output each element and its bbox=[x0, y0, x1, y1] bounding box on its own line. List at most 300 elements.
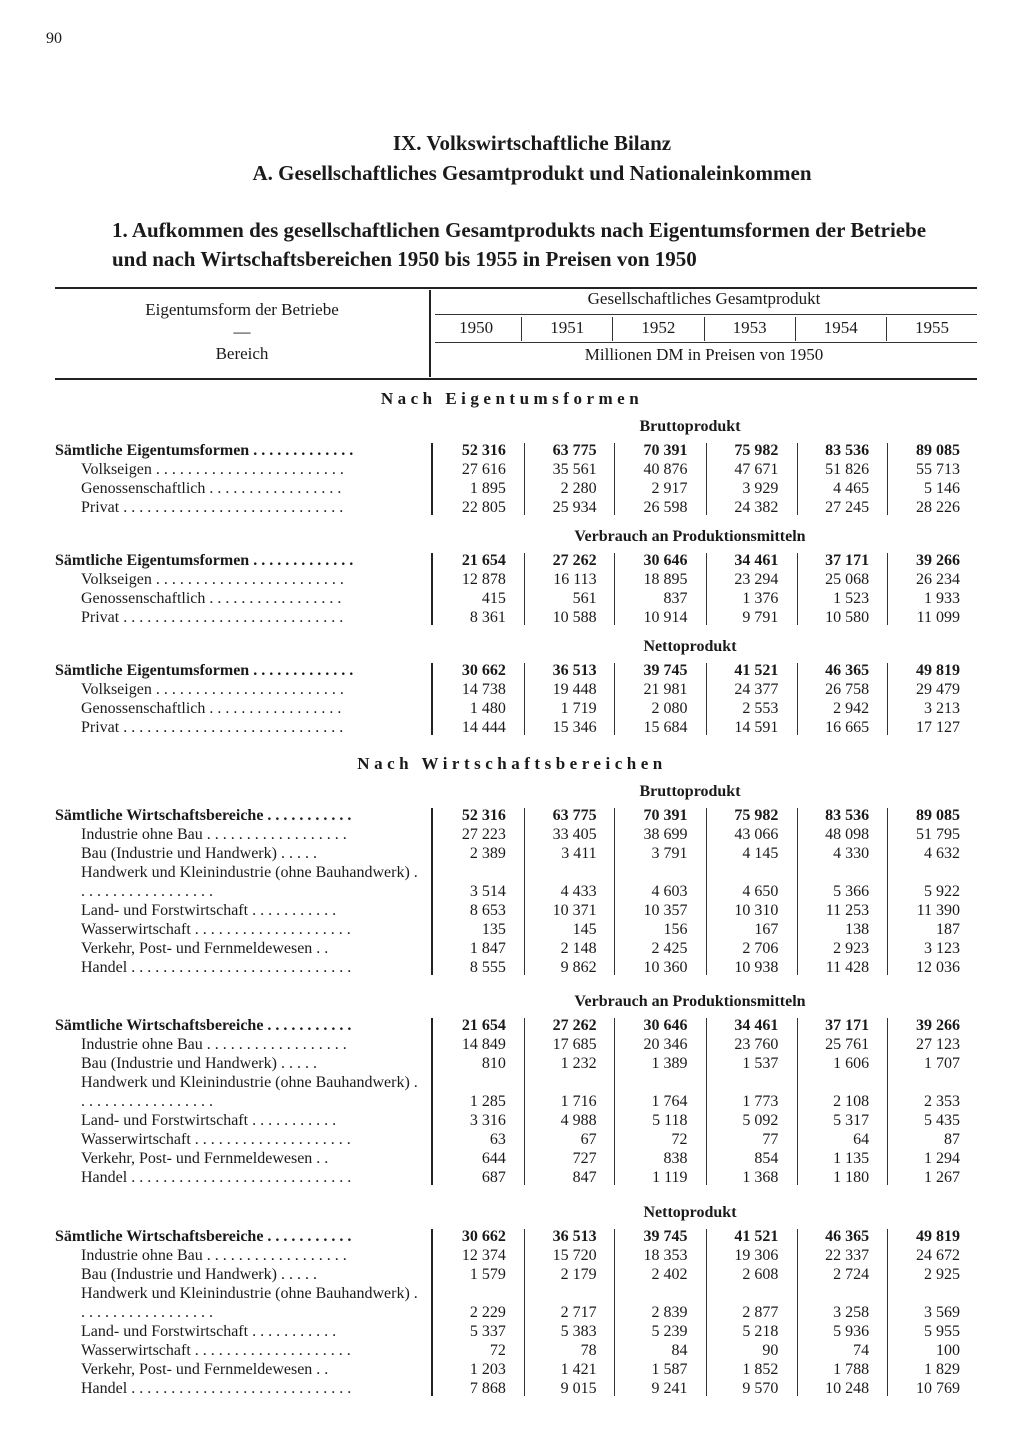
value-cell: 1 716 bbox=[560, 1093, 597, 1110]
row-values bbox=[431, 1016, 976, 1035]
value-cell: 1 119 bbox=[652, 1169, 688, 1186]
table-row bbox=[55, 498, 985, 517]
value-cell: 70 391 bbox=[643, 442, 688, 459]
row-values bbox=[431, 939, 976, 958]
value-cell: 24 377 bbox=[734, 681, 779, 698]
value-cell: 12 878 bbox=[461, 571, 506, 588]
row-label: Genossenschaftlich . . . . . . . . . . . . . . . . . bbox=[81, 590, 342, 607]
value-cell: 63 775 bbox=[552, 442, 597, 459]
value-cell: 37 171 bbox=[825, 552, 870, 569]
value-cell: 1 579 bbox=[469, 1266, 506, 1283]
value-cell: 28 226 bbox=[915, 499, 960, 516]
value-cell: 10 371 bbox=[552, 902, 597, 919]
value-cell: 39 266 bbox=[915, 1017, 960, 1034]
column-divider bbox=[524, 1018, 525, 1185]
row-label: Land- und Forstwirtschaft . . . . . . . . . . . bbox=[81, 902, 337, 919]
value-cell: 14 738 bbox=[461, 681, 506, 698]
value-cell: 26 758 bbox=[825, 681, 870, 698]
table-row bbox=[55, 608, 985, 627]
row-label: Verkehr, Post- und Fernmeldewesen . . bbox=[81, 1150, 329, 1167]
value-cell: 15 720 bbox=[552, 1247, 597, 1264]
total-row bbox=[55, 441, 985, 460]
column-divider bbox=[706, 443, 707, 515]
column-divider bbox=[797, 443, 798, 515]
value-cell: 1 829 bbox=[923, 1361, 960, 1378]
value-cell: 4 433 bbox=[560, 883, 597, 900]
value-cell: 52 316 bbox=[461, 807, 506, 824]
value-cell: 27 262 bbox=[552, 552, 597, 569]
value-cell: 26 598 bbox=[643, 499, 688, 516]
value-cell: 29 479 bbox=[915, 681, 960, 698]
table-row bbox=[55, 589, 985, 608]
row-label: Sämtliche Wirtschaftsbereiche . . . . . . . . . . . bbox=[55, 1228, 352, 1245]
value-cell: 3 929 bbox=[742, 480, 779, 497]
value-cell: 11 253 bbox=[825, 902, 870, 919]
value-cell: 46 365 bbox=[825, 1228, 870, 1245]
value-cell: 1 232 bbox=[560, 1055, 597, 1072]
value-cell: 1 523 bbox=[833, 590, 870, 607]
value-cell: 19 448 bbox=[552, 681, 597, 698]
value-cell: 10 588 bbox=[552, 609, 597, 626]
table-row bbox=[55, 1379, 985, 1398]
value-cell: 1 852 bbox=[742, 1361, 779, 1378]
value-cell: 19 306 bbox=[734, 1247, 779, 1264]
row-values bbox=[431, 661, 976, 680]
row-label: Land- und Forstwirtschaft . . . . . . . . . . . bbox=[81, 1112, 337, 1129]
value-cell: 12 374 bbox=[461, 1247, 506, 1264]
table-row bbox=[55, 1054, 985, 1073]
value-cell: 23 760 bbox=[734, 1036, 779, 1053]
table-row bbox=[55, 1360, 985, 1379]
value-cell: 3 411 bbox=[561, 845, 597, 862]
value-cell: 2 229 bbox=[469, 1304, 506, 1321]
value-cell: 39 745 bbox=[643, 1228, 688, 1245]
table-row bbox=[55, 939, 985, 958]
stub-line-2: Bereich bbox=[215, 344, 269, 363]
table-row bbox=[55, 1341, 985, 1360]
value-cell: 3 258 bbox=[833, 1304, 870, 1321]
value-cell: 5 218 bbox=[742, 1323, 779, 1340]
value-cell: 2 917 bbox=[651, 480, 688, 497]
value-cell: 3 791 bbox=[651, 845, 688, 862]
row-values bbox=[431, 825, 976, 844]
row-values bbox=[431, 1149, 976, 1168]
value-cell: 1 135 bbox=[833, 1150, 870, 1167]
value-cell: 138 bbox=[845, 921, 870, 938]
total-row bbox=[55, 661, 985, 680]
row-label: Privat . . . . . . . . . . . . . . . . . . . . . . . . . . . . bbox=[81, 719, 344, 736]
row-values bbox=[431, 1379, 976, 1398]
row-values bbox=[431, 498, 976, 517]
table-row bbox=[55, 901, 985, 920]
value-cell: 46 365 bbox=[825, 662, 870, 679]
value-cell: 727 bbox=[572, 1150, 597, 1167]
value-cell: 145 bbox=[572, 921, 597, 938]
unit-label: Millionen DM in Preisen von 1950 bbox=[584, 345, 824, 364]
value-cell: 24 672 bbox=[915, 1247, 960, 1264]
value-cell: 9 862 bbox=[560, 959, 597, 976]
section-title: Nach Eigentumsformen bbox=[380, 389, 644, 408]
value-cell: 25 068 bbox=[825, 571, 870, 588]
table-row bbox=[55, 920, 985, 939]
row-values bbox=[431, 1322, 976, 1341]
row-label: Bau (Industrie und Handwerk) . . . . . bbox=[81, 845, 317, 862]
value-cell: 1 895 bbox=[469, 480, 506, 497]
total-row bbox=[55, 806, 985, 825]
value-cell: 1 285 bbox=[469, 1093, 506, 1110]
table-row bbox=[55, 718, 985, 737]
value-cell: 51 826 bbox=[825, 461, 870, 478]
row-values bbox=[431, 1341, 976, 1360]
subsection-title: Nettoprodukt bbox=[643, 638, 737, 655]
value-cell: 4 465 bbox=[833, 480, 870, 497]
value-cell: 36 513 bbox=[552, 1228, 597, 1245]
value-cell: 34 461 bbox=[734, 552, 779, 569]
row-label: Handwerk und Kleinindustrie (ohne Bauhandwerk) . . . . . . . . . . . . . . . . . . bbox=[81, 1285, 418, 1321]
header-mid-rule bbox=[435, 314, 977, 315]
row-values bbox=[431, 1227, 976, 1246]
chapter-heading bbox=[0, 128, 1024, 188]
value-cell: 2 923 bbox=[833, 940, 870, 957]
value-cell: 9 241 bbox=[651, 1380, 688, 1397]
row-values bbox=[431, 608, 976, 627]
value-cell: 25 934 bbox=[552, 499, 597, 516]
row-label: Sämtliche Eigentumsformen . . . . . . . . . . . . . bbox=[55, 552, 354, 569]
value-cell: 75 982 bbox=[734, 442, 779, 459]
row-values bbox=[431, 1054, 976, 1073]
row-values bbox=[431, 920, 976, 939]
value-cell: 1 764 bbox=[651, 1093, 688, 1110]
row-values bbox=[431, 1035, 976, 1054]
value-cell: 5 383 bbox=[560, 1323, 597, 1340]
row-label: Sämtliche Wirtschaftsbereiche . . . . . . . . . . . bbox=[55, 807, 352, 824]
value-cell: 64 bbox=[853, 1131, 870, 1148]
value-cell: 27 616 bbox=[461, 461, 506, 478]
total-row bbox=[55, 551, 985, 570]
value-cell: 11 390 bbox=[916, 902, 960, 919]
row-label: Sämtliche Eigentumsformen . . . . . . . . . . . . . bbox=[55, 442, 354, 459]
value-cell: 1 180 bbox=[833, 1169, 870, 1186]
value-cell: 2 724 bbox=[833, 1266, 870, 1283]
table-title: 1. Aufkommen des gesellschaftlichen Gesamtprodukts nach Eigentumsformen der Betriebe und nach Wirtschaftsbereichen 1950 bis 1955 in Preisen von 1950 bbox=[112, 218, 927, 271]
value-cell: 2 608 bbox=[742, 1266, 779, 1283]
value-cell: 27 262 bbox=[552, 1017, 597, 1034]
value-cell: 2 877 bbox=[742, 1304, 779, 1321]
year-header: 1955 bbox=[886, 317, 977, 341]
row-label: Volkseigen . . . . . . . . . . . . . . . . . . . . . . . . bbox=[81, 681, 344, 698]
value-cell: 75 982 bbox=[734, 807, 779, 824]
value-cell: 74 bbox=[853, 1342, 870, 1359]
value-cell: 1 719 bbox=[560, 700, 597, 717]
value-cell: 83 536 bbox=[825, 442, 870, 459]
value-cell: 27 123 bbox=[915, 1036, 960, 1053]
column-divider bbox=[614, 443, 615, 515]
value-cell: 5 337 bbox=[469, 1323, 506, 1340]
value-cell: 18 353 bbox=[643, 1247, 688, 1264]
value-cell: 847 bbox=[572, 1169, 597, 1186]
value-cell: 3 123 bbox=[923, 940, 960, 957]
table-row bbox=[55, 680, 985, 699]
table-row bbox=[55, 1322, 985, 1341]
value-cell: 838 bbox=[663, 1150, 688, 1167]
value-cell: 10 357 bbox=[643, 902, 688, 919]
value-cell: 1 267 bbox=[923, 1169, 960, 1186]
value-cell: 17 685 bbox=[552, 1036, 597, 1053]
value-cell: 1 203 bbox=[469, 1361, 506, 1378]
row-values bbox=[431, 901, 976, 920]
row-values bbox=[431, 806, 976, 825]
table-row bbox=[55, 479, 985, 498]
value-cell: 1 707 bbox=[923, 1055, 960, 1072]
row-values bbox=[431, 958, 976, 977]
header-unit-rule bbox=[435, 342, 977, 343]
value-cell: 11 428 bbox=[825, 959, 870, 976]
value-cell: 1 421 bbox=[560, 1361, 597, 1378]
row-values bbox=[431, 460, 976, 479]
value-cell: 7 868 bbox=[469, 1380, 506, 1397]
value-cell: 3 213 bbox=[923, 700, 960, 717]
data-block bbox=[55, 1227, 985, 1398]
row-values bbox=[431, 441, 976, 460]
row-values bbox=[431, 1246, 976, 1265]
row-values bbox=[431, 1092, 976, 1111]
column-divider bbox=[431, 1018, 433, 1185]
value-cell: 24 382 bbox=[734, 499, 779, 516]
year-headers bbox=[431, 317, 977, 341]
column-divider bbox=[797, 663, 798, 735]
column-divider bbox=[614, 808, 615, 975]
value-cell: 2 108 bbox=[833, 1093, 870, 1110]
stub-line-1: Eigentumsform der Betriebe bbox=[145, 300, 339, 319]
value-cell: 77 bbox=[762, 1131, 779, 1148]
value-cell: 55 713 bbox=[915, 461, 960, 478]
value-cell: 5 936 bbox=[833, 1323, 870, 1340]
value-cell: 1 480 bbox=[469, 700, 506, 717]
year-header: 1952 bbox=[612, 317, 703, 341]
value-cell: 854 bbox=[754, 1150, 779, 1167]
value-cell: 10 769 bbox=[915, 1380, 960, 1397]
value-cell: 17 127 bbox=[915, 719, 960, 736]
subsection-title: Nettoprodukt bbox=[643, 1204, 737, 1221]
row-label: Privat . . . . . . . . . . . . . . . . . . . . . . . . . . . . bbox=[81, 609, 344, 626]
row-label: Land- und Forstwirtschaft . . . . . . . . . . . bbox=[81, 1323, 337, 1340]
table-row bbox=[55, 570, 985, 589]
value-cell: 1 389 bbox=[651, 1055, 688, 1072]
value-cell: 23 294 bbox=[734, 571, 779, 588]
value-cell: 4 145 bbox=[742, 845, 779, 862]
value-cell: 5 317 bbox=[833, 1112, 870, 1129]
value-cell: 5 092 bbox=[742, 1112, 779, 1129]
value-cell: 2 179 bbox=[560, 1266, 597, 1283]
row-values bbox=[431, 1111, 976, 1130]
value-cell: 41 521 bbox=[734, 662, 779, 679]
value-cell: 18 895 bbox=[643, 571, 688, 588]
value-cell: 837 bbox=[663, 590, 688, 607]
column-divider bbox=[706, 808, 707, 975]
value-cell: 78 bbox=[580, 1342, 597, 1359]
value-cell: 1 933 bbox=[923, 590, 960, 607]
value-cell: 1 537 bbox=[742, 1055, 779, 1072]
value-cell: 84 bbox=[671, 1342, 688, 1359]
value-cell: 30 646 bbox=[643, 552, 688, 569]
value-cell: 3 316 bbox=[469, 1112, 506, 1129]
value-cell: 30 662 bbox=[461, 662, 506, 679]
value-cell: 20 346 bbox=[643, 1036, 688, 1053]
value-cell: 3 514 bbox=[469, 883, 506, 900]
subsection-title: Verbrauch an Produktionsmitteln bbox=[574, 993, 806, 1010]
column-divider bbox=[431, 808, 433, 975]
value-cell: 2 280 bbox=[560, 480, 597, 497]
value-cell: 3 569 bbox=[923, 1304, 960, 1321]
value-cell: 5 955 bbox=[923, 1323, 960, 1340]
value-cell: 67 bbox=[580, 1131, 597, 1148]
subsection-title: Verbrauch an Produktionsmitteln bbox=[574, 528, 806, 545]
value-cell: 1 294 bbox=[923, 1150, 960, 1167]
value-cell: 16 665 bbox=[825, 719, 870, 736]
value-cell: 4 632 bbox=[923, 845, 960, 862]
data-block bbox=[55, 551, 985, 627]
row-values bbox=[431, 589, 976, 608]
value-cell: 9 015 bbox=[560, 1380, 597, 1397]
total-row bbox=[55, 1016, 985, 1035]
value-cell: 34 461 bbox=[734, 1017, 779, 1034]
column-divider bbox=[431, 553, 433, 625]
column-divider bbox=[524, 808, 525, 975]
row-label: Genossenschaftlich . . . . . . . . . . . . . . . . . bbox=[81, 480, 342, 497]
row-label: Handel . . . . . . . . . . . . . . . . . . . . . . . . . . . . bbox=[81, 1169, 352, 1186]
column-divider bbox=[524, 443, 525, 515]
table-row bbox=[55, 460, 985, 479]
row-values bbox=[431, 479, 976, 498]
value-cell: 4 330 bbox=[833, 845, 870, 862]
value-cell: 10 360 bbox=[643, 959, 688, 976]
value-cell: 70 391 bbox=[643, 807, 688, 824]
table-row bbox=[55, 844, 985, 863]
value-cell: 63 bbox=[489, 1131, 506, 1148]
value-cell: 21 654 bbox=[461, 552, 506, 569]
row-label: Industrie ohne Bau . . . . . . . . . . . . . . . . . . bbox=[81, 826, 347, 843]
value-cell: 8 653 bbox=[469, 902, 506, 919]
table-row bbox=[55, 958, 985, 977]
value-cell: 187 bbox=[935, 921, 960, 938]
column-divider bbox=[524, 1229, 525, 1396]
value-cell: 2 553 bbox=[742, 700, 779, 717]
value-cell: 8 361 bbox=[469, 609, 506, 626]
row-label: Bau (Industrie und Handwerk) . . . . . bbox=[81, 1055, 317, 1072]
row-label: Industrie ohne Bau . . . . . . . . . . . . . . . . . . bbox=[81, 1247, 347, 1264]
column-divider bbox=[887, 1229, 888, 1396]
value-cell: 1 773 bbox=[742, 1093, 779, 1110]
column-divider bbox=[431, 663, 433, 735]
value-cell: 167 bbox=[754, 921, 779, 938]
column-divider bbox=[797, 1018, 798, 1185]
row-label: Verkehr, Post- und Fernmeldewesen . . bbox=[81, 1361, 329, 1378]
column-divider bbox=[706, 1018, 707, 1185]
value-cell: 135 bbox=[481, 921, 506, 938]
value-cell: 15 684 bbox=[643, 719, 688, 736]
value-cell: 43 066 bbox=[734, 826, 779, 843]
table-row bbox=[55, 1149, 985, 1168]
value-cell: 1 368 bbox=[742, 1169, 779, 1186]
column-divider bbox=[887, 663, 888, 735]
table-row bbox=[55, 863, 985, 901]
value-cell: 39 266 bbox=[915, 552, 960, 569]
row-label: Sämtliche Wirtschaftsbereiche . . . . . . . . . . . bbox=[55, 1017, 352, 1034]
value-cell: 415 bbox=[481, 590, 506, 607]
row-label: Volkseigen . . . . . . . . . . . . . . . . . . . . . . . . bbox=[81, 571, 344, 588]
row-label: Privat . . . . . . . . . . . . . . . . . . . . . . . . . . . . bbox=[81, 499, 344, 516]
data-block bbox=[55, 806, 985, 977]
row-label: Handel . . . . . . . . . . . . . . . . . . . . . . . . . . . . bbox=[81, 959, 352, 976]
value-cell: 2 706 bbox=[742, 940, 779, 957]
row-values bbox=[431, 1130, 976, 1149]
row-label: Bau (Industrie und Handwerk) . . . . . bbox=[81, 1266, 317, 1283]
column-divider bbox=[797, 553, 798, 625]
value-cell: 5 366 bbox=[833, 883, 870, 900]
value-cell: 11 099 bbox=[916, 609, 960, 626]
value-cell: 22 805 bbox=[461, 499, 506, 516]
value-cell: 33 405 bbox=[552, 826, 597, 843]
value-cell: 87 bbox=[943, 1131, 960, 1148]
header-bottom-rule bbox=[55, 378, 977, 380]
row-label: Handwerk und Kleinindustrie (ohne Bauhandwerk) . . . . . . . . . . . . . . . . . . bbox=[81, 864, 418, 900]
row-label: Wasserwirtschaft . . . . . . . . . . . . . . . . . . . . bbox=[81, 921, 351, 938]
data-block bbox=[55, 661, 985, 737]
year-header: 1953 bbox=[704, 317, 795, 341]
header-stub bbox=[55, 299, 429, 365]
value-cell: 1 606 bbox=[833, 1055, 870, 1072]
year-header: 1954 bbox=[795, 317, 886, 341]
value-cell: 1 587 bbox=[651, 1361, 688, 1378]
value-cell: 100 bbox=[935, 1342, 960, 1359]
value-cell: 89 085 bbox=[915, 807, 960, 824]
column-divider bbox=[524, 553, 525, 625]
value-cell: 4 988 bbox=[560, 1112, 597, 1129]
value-cell: 8 555 bbox=[469, 959, 506, 976]
row-values bbox=[431, 570, 976, 589]
chapter-title: IX. Volkswirtschaftliche Bilanz bbox=[392, 131, 672, 155]
row-values bbox=[431, 1360, 976, 1379]
value-cell: 2 148 bbox=[560, 940, 597, 957]
value-cell: 10 310 bbox=[734, 902, 779, 919]
subsection-title: Bruttoprodukt bbox=[639, 418, 741, 435]
column-divider bbox=[614, 1229, 615, 1396]
column-divider bbox=[797, 1229, 798, 1396]
row-label: Handel . . . . . . . . . . . . . . . . . . . . . . . . . . . . bbox=[81, 1380, 352, 1397]
table-row bbox=[55, 1168, 985, 1187]
value-cell: 41 521 bbox=[734, 1228, 779, 1245]
column-divider bbox=[431, 443, 433, 515]
data-block bbox=[55, 441, 985, 517]
row-values bbox=[431, 1168, 976, 1187]
value-cell: 48 098 bbox=[825, 826, 870, 843]
table-row bbox=[55, 1246, 985, 1265]
table-row bbox=[55, 1111, 985, 1130]
value-cell: 156 bbox=[663, 921, 688, 938]
value-cell: 5 435 bbox=[923, 1112, 960, 1129]
table-row bbox=[55, 825, 985, 844]
value-cell: 2 402 bbox=[651, 1266, 688, 1283]
value-cell: 2 925 bbox=[923, 1266, 960, 1283]
value-cell: 38 699 bbox=[643, 826, 688, 843]
value-cell: 30 646 bbox=[643, 1017, 688, 1034]
value-cell: 36 513 bbox=[552, 662, 597, 679]
row-label: Verkehr, Post- und Fernmeldewesen . . bbox=[81, 940, 329, 957]
value-cell: 14 444 bbox=[461, 719, 506, 736]
value-cell: 40 876 bbox=[643, 461, 688, 478]
column-divider bbox=[706, 553, 707, 625]
value-cell: 2 425 bbox=[651, 940, 688, 957]
